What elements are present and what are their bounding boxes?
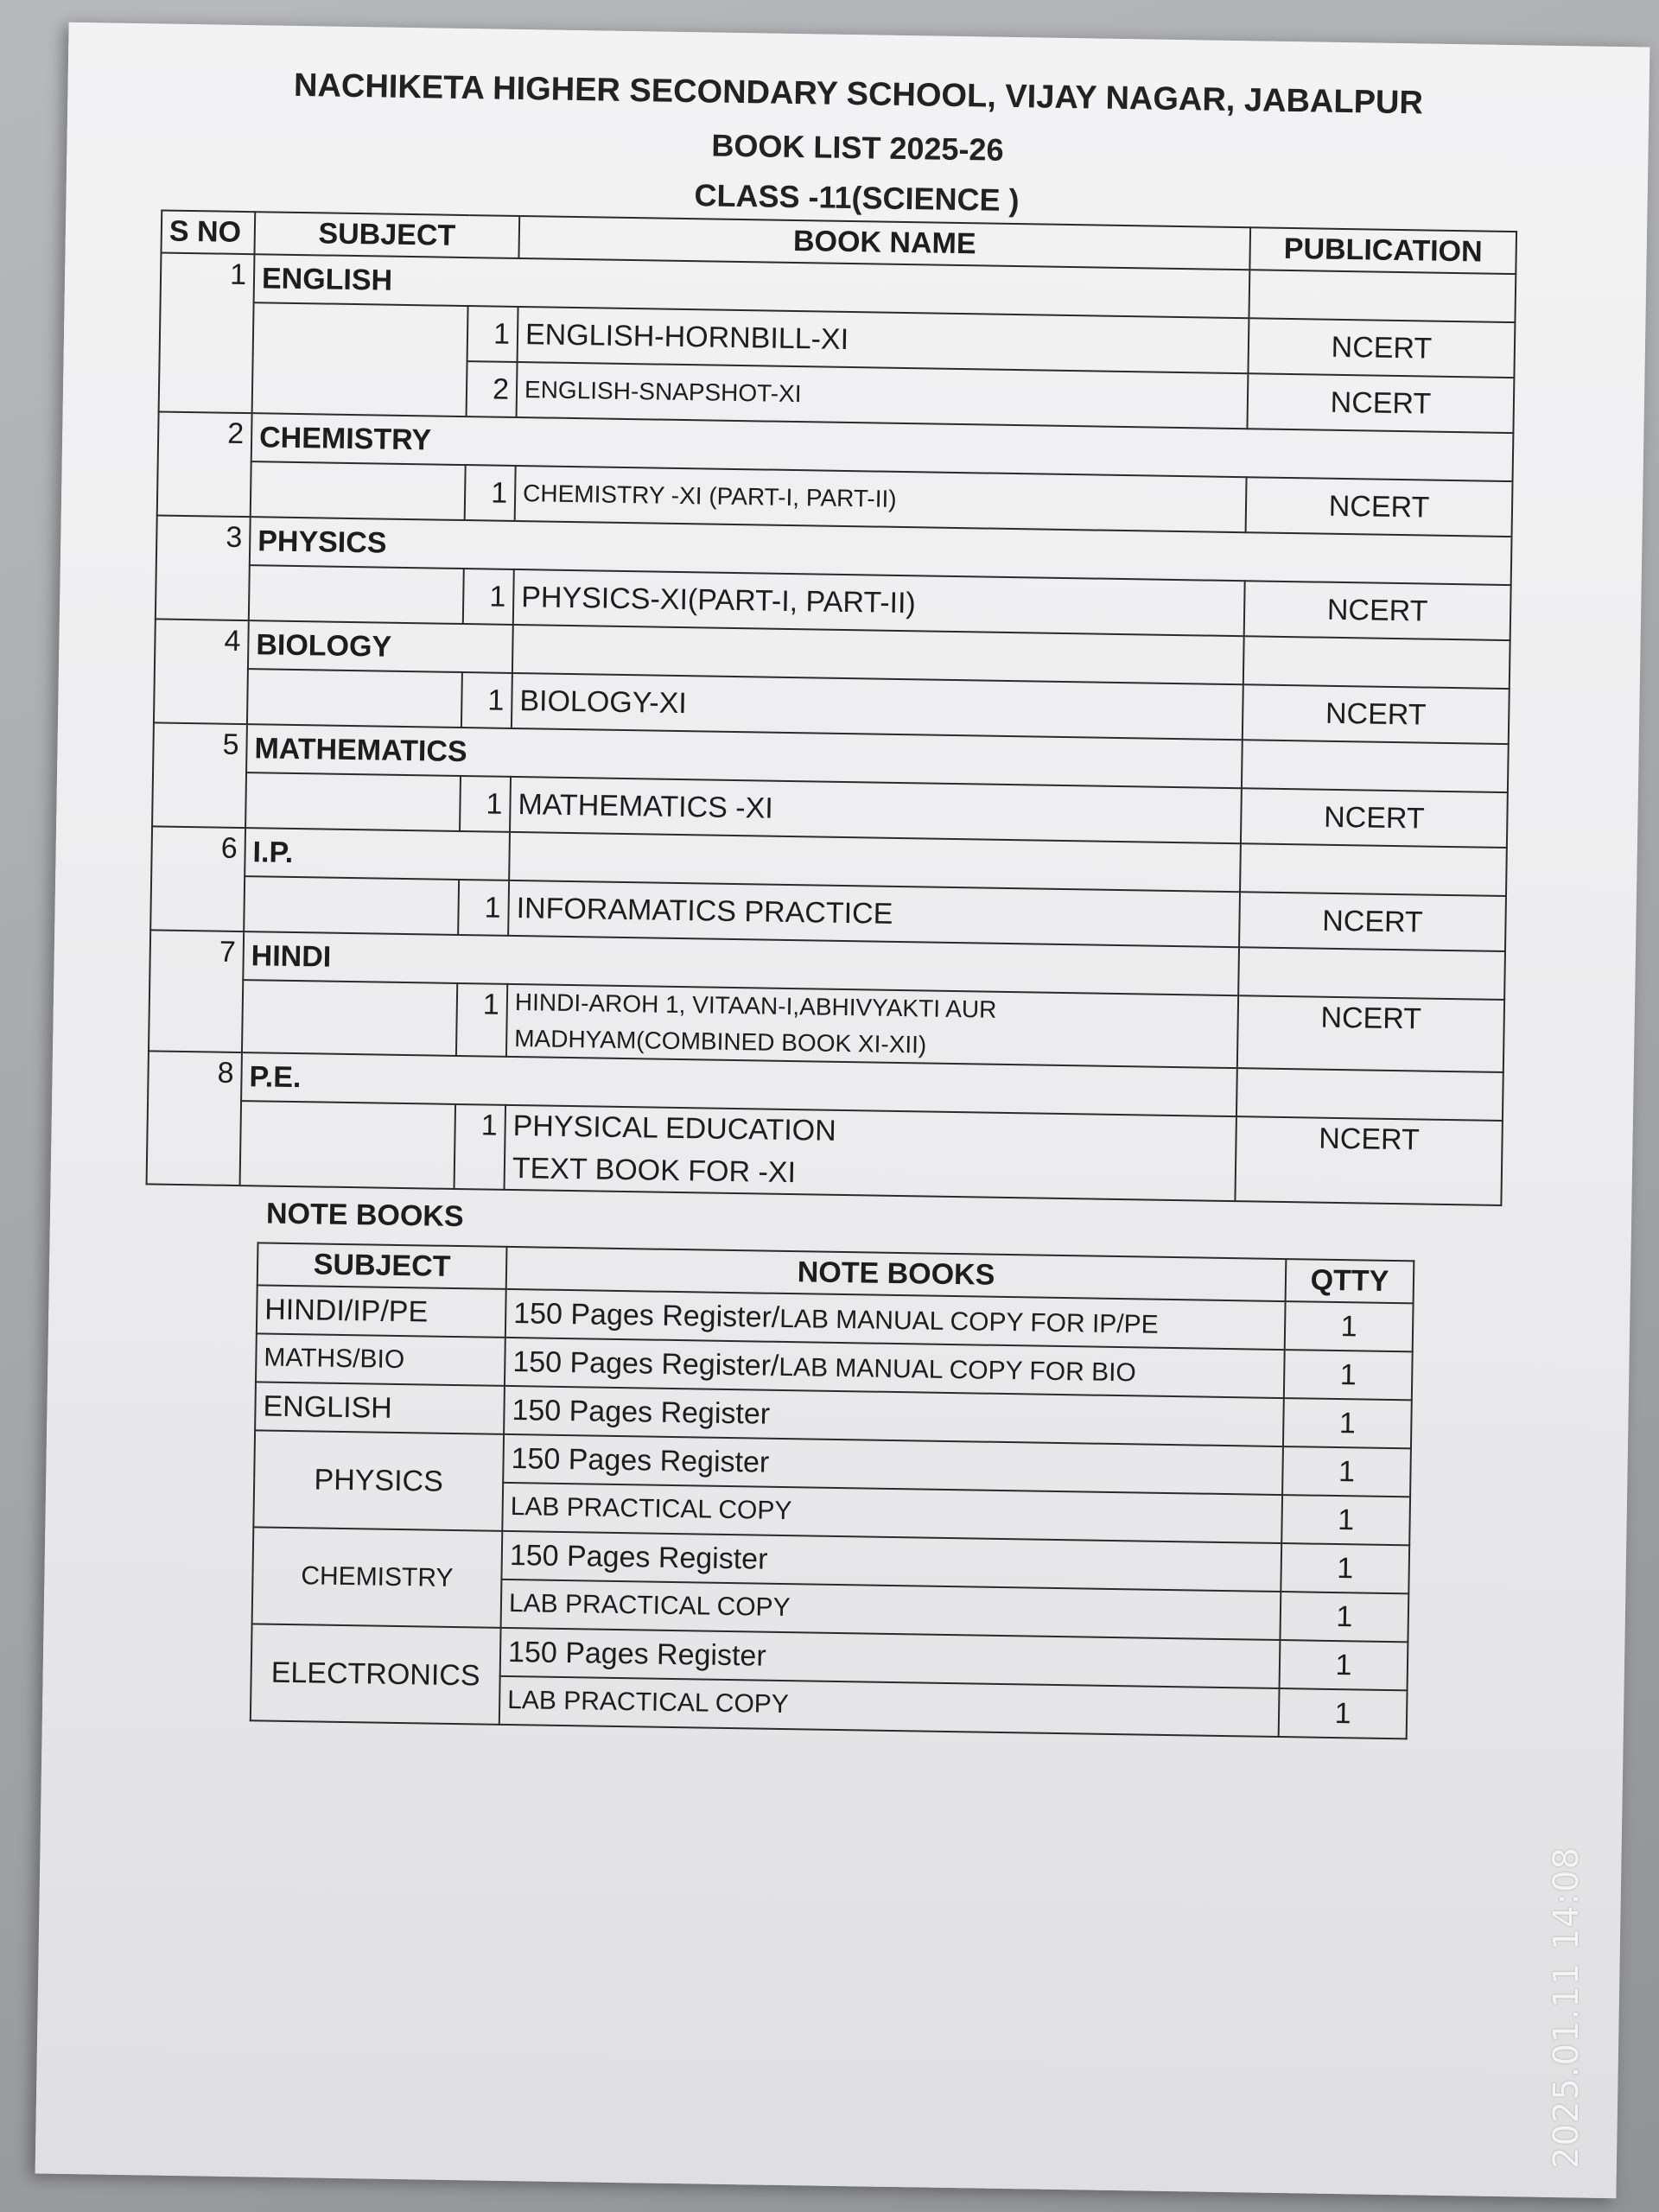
notebook-name: 150 Pages Register/ xyxy=(512,1296,780,1334)
publication: NCERT xyxy=(1244,581,1511,640)
notebook-name: LAB PRACTICAL COPY xyxy=(502,1483,1282,1543)
notebook-note: LAB MANUAL COPY FOR IP/PE xyxy=(779,1304,1159,1339)
book-list-title: BOOK LIST 2025-26 xyxy=(711,127,1004,168)
book-name: PHYSICAL EDUCATION xyxy=(512,1109,837,1147)
book-number: 1 xyxy=(460,776,511,832)
notebook-qty: 1 xyxy=(1281,1495,1410,1545)
book-name: MATHEMATICS -XI xyxy=(510,777,1242,843)
subject-number: 8 xyxy=(147,1051,242,1185)
subject-name: CHEMISTRY xyxy=(251,413,1514,481)
publication: NCERT xyxy=(1241,788,1508,848)
notebook-qty: 1 xyxy=(1285,1301,1414,1351)
book-name-cell xyxy=(506,984,1238,1068)
book-number: 1 xyxy=(467,306,518,362)
notebook-name: 150 Pages Register xyxy=(500,1628,1281,1688)
notebook-name: LAB PRACTICAL COPY xyxy=(499,1676,1280,1737)
notebooks-title: NOTE BOOKS xyxy=(265,1197,464,1234)
publication: NCERT xyxy=(1247,373,1514,433)
notebook-qty: 1 xyxy=(1279,1688,1408,1738)
book-number: 1 xyxy=(454,1104,506,1190)
book-name: PHYSICS-XI(PART-I, PART-II) xyxy=(513,569,1245,636)
book-number: 1 xyxy=(463,569,514,625)
subject-name: PHYSICS xyxy=(250,517,1512,585)
photo-timestamp: 2025.01.11 14:08 xyxy=(1547,1846,1586,2169)
book-number: 1 xyxy=(465,465,516,521)
header-book-name: BOOK NAME xyxy=(518,216,1250,270)
notebook-qty: 1 xyxy=(1281,1543,1409,1593)
school-name: NACHIKETA HIGHER SECONDARY SCHOOL, VIJAY NAGAR, JABALPUR xyxy=(293,67,1424,122)
notebook-subject: CHEMISTRY xyxy=(252,1527,503,1628)
book-number: 1 xyxy=(456,983,507,1057)
header-subject: SUBJECT xyxy=(257,1243,507,1289)
subject-name: HINDI xyxy=(243,931,1239,995)
book-name: BIOLOGY-XI xyxy=(512,673,1243,740)
book-number: 2 xyxy=(467,361,518,417)
header-qty: QTTY xyxy=(1286,1259,1414,1303)
book-name: ENGLISH-SNAPSHOT-XI xyxy=(517,362,1249,429)
publication: NCERT xyxy=(1248,318,1515,378)
subject-name: MATHEMATICS xyxy=(246,724,1243,788)
notebook-qty: 1 xyxy=(1284,1350,1413,1400)
book-name: INFORAMATICS PRACTICE xyxy=(508,880,1240,947)
notebook-name: 150 Pages Register/ xyxy=(512,1344,779,1382)
notebook-note: LAB MANUAL COPY FOR BIO xyxy=(779,1352,1137,1387)
book-name: HINDI-AROH 1, VITAAN-I,ABHIVYAKTI AUR xyxy=(514,988,997,1023)
book-name-cell xyxy=(505,1105,1236,1201)
notebook-name: 150 Pages Register xyxy=(501,1531,1281,1592)
notebook-name: 150 Pages Register xyxy=(504,1386,1284,1446)
publication: NCERT xyxy=(1235,1116,1503,1205)
book-name-continued: TEXT BOOK FOR -XI xyxy=(512,1152,797,1190)
subject-name: I.P. xyxy=(245,828,510,880)
book-number: 1 xyxy=(461,672,512,728)
notebook-subject: MATHS/BIO xyxy=(256,1333,505,1386)
notebook-qty: 1 xyxy=(1280,1640,1408,1690)
subject-name: BIOLOGY xyxy=(248,620,513,673)
subject-number: 2 xyxy=(157,411,252,517)
notebook-subject: HINDI/IP/PE xyxy=(257,1285,506,1338)
subject-number: 5 xyxy=(152,722,247,828)
subject-number: 7 xyxy=(149,930,244,1052)
subject-name: ENGLISH xyxy=(254,254,1250,318)
publication: NCERT xyxy=(1239,892,1506,951)
subject-name: P.E. xyxy=(241,1052,1237,1116)
notebooks-table xyxy=(250,1242,1415,1739)
notebook-qty: 1 xyxy=(1283,1398,1412,1448)
notebook-subject: ENGLISH xyxy=(255,1382,505,1434)
header-sno: S NO xyxy=(161,210,255,254)
notebook-qty: 1 xyxy=(1280,1592,1408,1642)
book-list-table xyxy=(146,209,1518,1206)
subject-number: 1 xyxy=(159,252,255,413)
subject-number: 6 xyxy=(150,826,245,931)
publication: NCERT xyxy=(1243,684,1510,744)
subject-number: 4 xyxy=(154,619,249,724)
notebook-subject: PHYSICS xyxy=(253,1430,504,1531)
notebook-name: 150 Pages Register xyxy=(503,1434,1283,1495)
subject-number: 3 xyxy=(156,515,251,620)
notebook-subject: ELECTRONICS xyxy=(251,1624,501,1725)
notebook-qty: 1 xyxy=(1282,1446,1411,1497)
publication: NCERT xyxy=(1237,995,1504,1072)
header-subject: SUBJECT xyxy=(254,212,519,258)
class-title: CLASS -11(SCIENCE ) xyxy=(694,177,1020,219)
header-notebooks: NOTE BOOKS xyxy=(506,1247,1287,1301)
publication: NCERT xyxy=(1246,477,1513,537)
book-name: CHEMISTRY -XI (PART-I, PART-II) xyxy=(515,466,1247,532)
book-name: ENGLISH-HORNBILL-XI xyxy=(518,307,1249,373)
notebook-name: LAB PRACTICAL COPY xyxy=(501,1580,1281,1640)
book-list-sheet xyxy=(35,22,1650,2198)
book-name-continued: MADHYAM(COMBINED BOOK XI-XII) xyxy=(514,1025,927,1058)
book-number: 1 xyxy=(458,880,509,936)
header-publication: PUBLICATION xyxy=(1249,227,1516,274)
